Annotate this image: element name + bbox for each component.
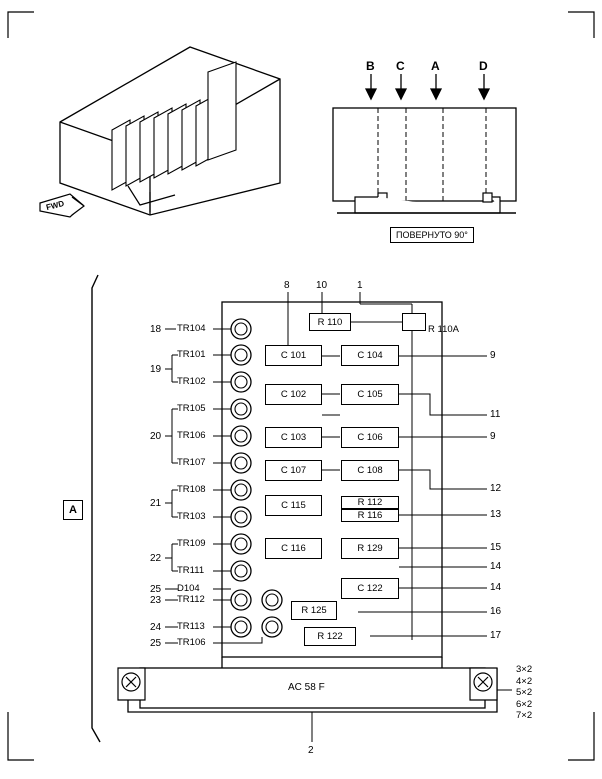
terminal-tr107: TR107 — [177, 457, 206, 468]
connector-c105[interactable]: C 105 — [341, 384, 399, 405]
terminal-tr106: TR106 — [177, 430, 206, 441]
connector-c116[interactable]: C 116 — [265, 538, 322, 559]
terminal-tr106-b: TR106 — [177, 637, 206, 648]
callout-left-21: 21 — [150, 498, 162, 509]
callout-left-19: 19 — [150, 364, 162, 375]
callout-right-9b: 9 — [490, 431, 496, 442]
callout-right-15: 15 — [490, 542, 502, 553]
callout-left-22: 22 — [150, 553, 162, 564]
callout-right-13: 13 — [490, 509, 502, 520]
connector-c103[interactable]: C 103 — [265, 427, 322, 448]
connector-c115[interactable]: C 115 — [265, 495, 322, 516]
wire-size-3: 6×2 — [516, 698, 533, 710]
callout-right-9a: 9 — [490, 350, 496, 361]
arrow-label-d: D — [479, 59, 488, 73]
callout-bottom-2: 2 — [308, 745, 314, 756]
callout-right-14b: 14 — [490, 582, 502, 593]
connector-c108[interactable]: C 108 — [341, 460, 399, 481]
relay-r116[interactable]: R 116 — [341, 509, 399, 522]
terminal-tr108: TR108 — [177, 484, 206, 495]
terminal-tr112: TR112 — [177, 594, 205, 605]
relay-r110a-label: R 110A — [428, 324, 459, 335]
terminal-tr113: TR113 — [177, 621, 205, 632]
callout-right-16: 16 — [490, 606, 502, 617]
connector-c101[interactable]: C 101 — [265, 345, 322, 366]
rotated-note: ПОВЕРНУТО 90° — [390, 227, 474, 243]
connector-c122[interactable]: C 122 — [341, 578, 399, 599]
wire-size-0: 3×2 — [516, 664, 533, 675]
callout-left-24: 24 — [150, 622, 162, 633]
callout-left-18: 18 — [150, 324, 162, 335]
wire-size-list — [516, 664, 532, 722]
callout-right-17: 17 — [490, 630, 502, 641]
callout-right-12: 12 — [490, 483, 502, 494]
connector-c104[interactable]: C 104 — [341, 345, 399, 366]
terminal-tr111: TR111 — [177, 565, 205, 576]
terminal-tr102: TR102 — [177, 376, 206, 387]
callout-left-20: 20 — [150, 431, 162, 442]
arrow-label-c: C — [396, 59, 405, 73]
callout-8: 8 — [284, 280, 290, 291]
callout-10: 10 — [316, 280, 328, 291]
terminal-tr109: TR109 — [177, 538, 206, 549]
terminal-tr105: TR105 — [177, 403, 206, 414]
relay-r122[interactable]: R 122 — [304, 627, 356, 646]
relay-r110a-box[interactable] — [402, 313, 426, 331]
arrow-label-b: B — [366, 59, 375, 73]
callout-left-25b: 25 — [150, 638, 162, 649]
connector-housing-label: AC 58 F — [288, 682, 325, 693]
connector-c106[interactable]: C 106 — [341, 427, 399, 448]
arrow-label-a: A — [431, 59, 440, 73]
connector-c102[interactable]: C 102 — [265, 384, 322, 405]
relay-r110[interactable]: R 110 — [309, 313, 351, 331]
relay-r129[interactable]: R 129 — [341, 538, 399, 559]
wire-size-2: 5×2 — [516, 687, 533, 698]
wire-size-1: 4×2 — [516, 675, 533, 687]
relay-r125[interactable]: R 125 — [291, 601, 337, 620]
terminal-tr101: TR101 — [177, 349, 206, 360]
callout-right-14a: 14 — [490, 561, 502, 572]
wire-size-4: 7×2 — [516, 710, 533, 721]
callout-left-25a: 25 — [150, 584, 162, 595]
callout-right-11: 11 — [490, 409, 501, 420]
section-letter-a: A — [63, 500, 83, 520]
relay-r112[interactable]: R 112 — [341, 496, 399, 509]
fwd-label: FWD — [45, 198, 66, 213]
callout-1: 1 — [357, 280, 363, 291]
callout-left-23: 23 — [150, 595, 162, 606]
terminal-tr103: TR103 — [177, 511, 206, 522]
terminal-tr104: TR104 — [177, 323, 206, 334]
terminal-d104: D104 — [177, 583, 200, 594]
connector-c107[interactable]: C 107 — [265, 460, 322, 481]
